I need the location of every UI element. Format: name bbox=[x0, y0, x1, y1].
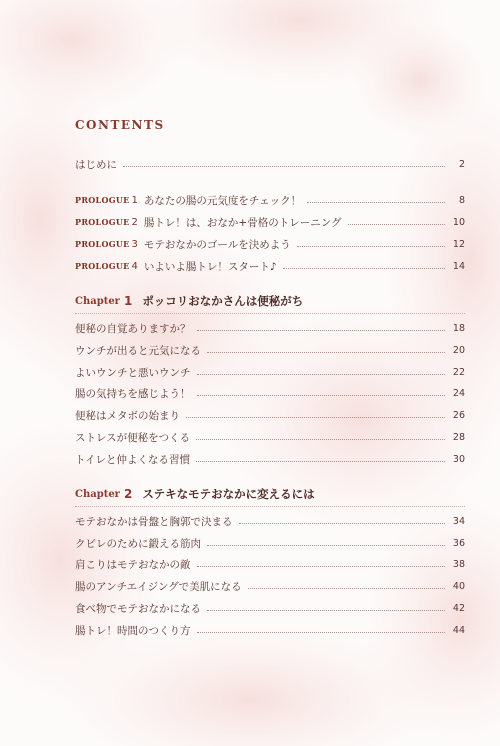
dot-leader bbox=[123, 166, 445, 167]
chapter-1-heading[interactable] bbox=[75, 292, 303, 310]
dot-leader bbox=[197, 566, 446, 567]
toc-item-row[interactable] bbox=[75, 600, 465, 616]
toc-page-number: 20 bbox=[452, 344, 465, 356]
toc-prologue-row[interactable] bbox=[75, 236, 465, 252]
dot-leader bbox=[307, 202, 445, 203]
toc-item-row[interactable] bbox=[75, 578, 465, 594]
dot-leader bbox=[197, 632, 446, 633]
toc-label: 腸のアンチエイジングで美肌になる bbox=[75, 580, 242, 593]
toc-item-row[interactable] bbox=[75, 535, 465, 551]
dot-leader bbox=[197, 374, 446, 375]
chapter-2-heading[interactable] bbox=[75, 485, 315, 503]
toc-prologue-row[interactable] bbox=[75, 214, 465, 230]
toc-label: はじめに bbox=[75, 158, 117, 171]
toc-item-row[interactable] bbox=[75, 513, 465, 529]
toc-label: いよいよ腸トレ！スタート♪ bbox=[143, 260, 277, 273]
toc-label: 肩こりはモテおなかの敵 bbox=[75, 558, 191, 571]
dot-leader bbox=[196, 461, 445, 462]
dot-leader bbox=[283, 268, 445, 269]
dot-leader bbox=[297, 246, 445, 247]
toc-label: モテおなかは骨盤と胸郭で決まる bbox=[75, 515, 233, 528]
toc-item-row[interactable] bbox=[75, 342, 465, 358]
toc-page-number: 28 bbox=[452, 431, 465, 443]
toc-item-row[interactable] bbox=[75, 451, 465, 467]
toc-item-row[interactable] bbox=[75, 364, 465, 380]
chapter-divider bbox=[75, 313, 465, 314]
dot-leader bbox=[207, 352, 445, 353]
prologue-tag: PROLOGUE bbox=[75, 217, 130, 227]
toc-page-number: 40 bbox=[452, 580, 465, 592]
chapter-word: Chapter bbox=[75, 295, 120, 307]
toc-page-number: 26 bbox=[452, 409, 465, 421]
chapter-title: ポッコリおなかさんは便秘がち bbox=[142, 294, 304, 308]
toc-label: 便秘はメタボの始まり bbox=[75, 409, 180, 422]
toc-label: クビレのために鍛える筋肉 bbox=[75, 537, 201, 550]
dot-leader bbox=[348, 224, 445, 225]
toc-page-number: 10 bbox=[452, 216, 465, 228]
chapter-number: 2 bbox=[123, 487, 133, 501]
dot-leader bbox=[248, 588, 445, 589]
toc-item-row[interactable] bbox=[75, 622, 465, 638]
contents-title: CONTENTS bbox=[75, 118, 165, 132]
chapter-divider bbox=[75, 506, 465, 507]
toc-label: よいウンチと悪いウンチ bbox=[75, 366, 191, 379]
prologue-number: 3 bbox=[131, 238, 138, 250]
toc-label: ストレスが便秘をつくる bbox=[75, 431, 191, 444]
toc-label: あなたの腸の元気度をチェック！ bbox=[143, 194, 302, 207]
prologue-tag: PROLOGUE bbox=[75, 195, 130, 205]
prologue-tag: PROLOGUE bbox=[75, 261, 130, 271]
chapter-word: Chapter bbox=[75, 488, 120, 500]
toc-prologue-row[interactable] bbox=[75, 192, 465, 208]
toc-intro-row[interactable] bbox=[75, 156, 465, 172]
dot-leader bbox=[239, 523, 446, 524]
toc-page-number: 42 bbox=[452, 602, 465, 614]
dot-leader bbox=[197, 395, 446, 396]
dot-leader bbox=[207, 610, 445, 611]
prologue-number: 1 bbox=[131, 194, 138, 206]
toc-label: 食べ物でモテおなかになる bbox=[75, 602, 201, 615]
toc-label: トイレと仲よくなる習慣 bbox=[75, 453, 190, 466]
prologue-number: 2 bbox=[131, 216, 138, 228]
toc-page-number: 12 bbox=[452, 238, 465, 250]
toc-item-row[interactable] bbox=[75, 385, 465, 401]
toc-page-number: 44 bbox=[452, 624, 465, 636]
dot-leader bbox=[207, 545, 445, 546]
toc-prologue-row[interactable] bbox=[75, 258, 465, 274]
toc-page-number: 36 bbox=[452, 537, 465, 549]
toc-label: ウンチが出ると元気になる bbox=[75, 344, 201, 357]
toc-label: 腸の気持ちを感じよう！ bbox=[75, 387, 191, 400]
dot-leader bbox=[186, 417, 445, 418]
toc-page-number: 14 bbox=[452, 260, 465, 272]
toc-label: モテおなかのゴールを決めよう bbox=[143, 238, 291, 251]
toc-page-number: 38 bbox=[452, 558, 465, 570]
toc-page-number: 2 bbox=[458, 158, 465, 170]
toc-label: 腸トレ！は、おなか+骨格のトレーニング bbox=[143, 216, 342, 229]
toc-item-row[interactable] bbox=[75, 320, 465, 336]
toc-page-number: 22 bbox=[452, 366, 465, 378]
prologue-number: 4 bbox=[131, 260, 138, 272]
toc-page-number: 24 bbox=[452, 387, 465, 399]
chapter-number: 1 bbox=[123, 294, 133, 308]
toc-item-row[interactable] bbox=[75, 556, 465, 572]
dot-leader bbox=[197, 330, 446, 331]
toc-label: 腸トレ！時間のつくり方 bbox=[75, 624, 191, 637]
prologue-tag: PROLOGUE bbox=[75, 239, 130, 249]
chapter-title: ステキなモテおなかに変えるには bbox=[142, 487, 315, 501]
toc-page-number: 8 bbox=[458, 194, 465, 206]
toc-item-row[interactable] bbox=[75, 407, 465, 423]
dot-leader bbox=[196, 439, 445, 440]
toc-page-number: 18 bbox=[452, 322, 465, 334]
toc-label: 便秘の自覚ありますか？ bbox=[75, 322, 191, 335]
toc-page-number: 34 bbox=[452, 515, 465, 527]
toc-item-row[interactable] bbox=[75, 429, 465, 445]
toc-page-number: 30 bbox=[452, 453, 465, 465]
